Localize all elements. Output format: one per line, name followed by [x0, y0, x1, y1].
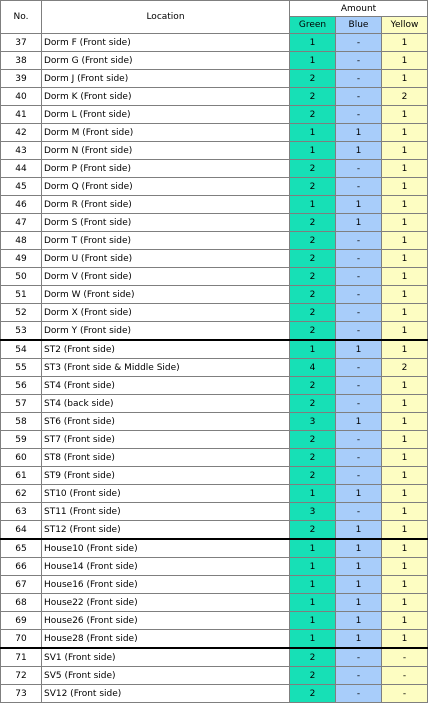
row-green-amount: 1: [290, 34, 336, 52]
table-row: [1, 395, 428, 413]
row-green-amount: 1: [290, 124, 336, 142]
row-number: 52: [1, 304, 42, 322]
row-location: Dorm R (Front side): [42, 196, 290, 214]
table-row: [1, 70, 428, 88]
row-blue-amount: -: [336, 685, 382, 703]
row-number: 69: [1, 612, 42, 630]
table-row: [1, 377, 428, 395]
row-number: 53: [1, 322, 42, 341]
row-blue-amount: -: [336, 503, 382, 521]
row-blue-amount: -: [336, 106, 382, 124]
table-row: [1, 612, 428, 630]
row-green-amount: 2: [290, 685, 336, 703]
row-location: SV12 (Front side): [42, 685, 290, 703]
table-row: [1, 594, 428, 612]
row-number: 56: [1, 377, 42, 395]
table-body: [1, 34, 428, 703]
table-row: [1, 558, 428, 576]
row-number: 59: [1, 431, 42, 449]
row-location: ST12 (Front side): [42, 521, 290, 540]
row-blue-amount: -: [336, 467, 382, 485]
table-row: [1, 142, 428, 160]
row-green-amount: 1: [290, 630, 336, 649]
row-number: 45: [1, 178, 42, 196]
row-yellow-amount: 1: [382, 178, 428, 196]
row-yellow-amount: 1: [382, 106, 428, 124]
table-row: [1, 88, 428, 106]
row-number: 39: [1, 70, 42, 88]
header-blue: Blue: [336, 17, 382, 34]
row-location: Dorm Y (Front side): [42, 322, 290, 341]
row-yellow-amount: 1: [382, 413, 428, 431]
row-yellow-amount: 1: [382, 124, 428, 142]
row-blue-amount: -: [336, 322, 382, 341]
row-number: 54: [1, 340, 42, 359]
row-location: SV1 (Front side): [42, 648, 290, 667]
table-row: [1, 539, 428, 558]
row-green-amount: 2: [290, 648, 336, 667]
table-row: [1, 467, 428, 485]
row-green-amount: 1: [290, 539, 336, 558]
row-green-amount: 2: [290, 377, 336, 395]
row-green-amount: 1: [290, 142, 336, 160]
row-location: House22 (Front side): [42, 594, 290, 612]
row-location: Dorm F (Front side): [42, 34, 290, 52]
table-row: [1, 340, 428, 359]
row-number: 55: [1, 359, 42, 377]
row-location: Dorm G (Front side): [42, 52, 290, 70]
row-number: 61: [1, 467, 42, 485]
row-yellow-amount: 2: [382, 359, 428, 377]
row-blue-amount: -: [336, 160, 382, 178]
row-number: 63: [1, 503, 42, 521]
table-row: [1, 286, 428, 304]
row-green-amount: 1: [290, 612, 336, 630]
row-blue-amount: 1: [336, 539, 382, 558]
row-location: Dorm W (Front side): [42, 286, 290, 304]
row-yellow-amount: -: [382, 648, 428, 667]
table-row: [1, 359, 428, 377]
row-location: ST8 (Front side): [42, 449, 290, 467]
row-green-amount: 1: [290, 340, 336, 359]
table-row: [1, 667, 428, 685]
row-number: 66: [1, 558, 42, 576]
row-number: 44: [1, 160, 42, 178]
row-location: Dorm V (Front side): [42, 268, 290, 286]
header-yellow: Yellow: [382, 17, 428, 34]
row-yellow-amount: 1: [382, 340, 428, 359]
row-number: 62: [1, 485, 42, 503]
row-number: 47: [1, 214, 42, 232]
row-location: House28 (Front side): [42, 630, 290, 649]
table-row: [1, 576, 428, 594]
row-number: 50: [1, 268, 42, 286]
row-green-amount: 1: [290, 485, 336, 503]
row-blue-amount: 1: [336, 196, 382, 214]
table-row: [1, 52, 428, 70]
row-number: 46: [1, 196, 42, 214]
row-green-amount: 1: [290, 576, 336, 594]
row-blue-amount: -: [336, 377, 382, 395]
row-green-amount: 1: [290, 196, 336, 214]
table-row: [1, 250, 428, 268]
row-blue-amount: -: [336, 88, 382, 106]
row-yellow-amount: 1: [382, 142, 428, 160]
table-row: [1, 485, 428, 503]
row-blue-amount: 1: [336, 576, 382, 594]
row-blue-amount: 1: [336, 521, 382, 540]
row-blue-amount: -: [336, 52, 382, 70]
row-yellow-amount: 1: [382, 304, 428, 322]
table-row: [1, 685, 428, 703]
row-yellow-amount: 1: [382, 160, 428, 178]
row-blue-amount: -: [336, 431, 382, 449]
row-green-amount: 3: [290, 413, 336, 431]
row-yellow-amount: 1: [382, 322, 428, 341]
row-number: 57: [1, 395, 42, 413]
row-number: 71: [1, 648, 42, 667]
row-green-amount: 2: [290, 250, 336, 268]
row-yellow-amount: 1: [382, 34, 428, 52]
row-yellow-amount: 1: [382, 70, 428, 88]
row-blue-amount: 1: [336, 340, 382, 359]
row-yellow-amount: 1: [382, 232, 428, 250]
row-green-amount: 2: [290, 178, 336, 196]
row-number: 67: [1, 576, 42, 594]
row-yellow-amount: 1: [382, 521, 428, 540]
table-row: [1, 34, 428, 52]
table-row: [1, 196, 428, 214]
row-blue-amount: -: [336, 304, 382, 322]
table-row: [1, 648, 428, 667]
row-yellow-amount: 1: [382, 467, 428, 485]
row-blue-amount: -: [336, 232, 382, 250]
table-row: [1, 124, 428, 142]
row-blue-amount: -: [336, 667, 382, 685]
row-number: 48: [1, 232, 42, 250]
row-yellow-amount: 1: [382, 268, 428, 286]
header-location: Location: [42, 1, 290, 34]
row-green-amount: 2: [290, 88, 336, 106]
row-location: ST3 (Front side & Middle Side): [42, 359, 290, 377]
table-row: [1, 431, 428, 449]
row-green-amount: 4: [290, 359, 336, 377]
row-green-amount: 2: [290, 395, 336, 413]
row-green-amount: 2: [290, 286, 336, 304]
row-location: Dorm T (Front side): [42, 232, 290, 250]
row-blue-amount: -: [336, 250, 382, 268]
row-location: Dorm U (Front side): [42, 250, 290, 268]
row-green-amount: 1: [290, 594, 336, 612]
table-row: [1, 521, 428, 540]
row-green-amount: 2: [290, 268, 336, 286]
row-yellow-amount: 1: [382, 52, 428, 70]
header-no: No.: [1, 1, 42, 34]
row-number: 68: [1, 594, 42, 612]
row-green-amount: 1: [290, 52, 336, 70]
row-blue-amount: -: [336, 286, 382, 304]
row-green-amount: 2: [290, 449, 336, 467]
row-location: Dorm X (Front side): [42, 304, 290, 322]
row-green-amount: 1: [290, 558, 336, 576]
row-yellow-amount: 1: [382, 485, 428, 503]
row-location: Dorm M (Front side): [42, 124, 290, 142]
row-green-amount: 2: [290, 106, 336, 124]
row-yellow-amount: 1: [382, 576, 428, 594]
table-row: [1, 413, 428, 431]
row-number: 72: [1, 667, 42, 685]
row-location: House26 (Front side): [42, 612, 290, 630]
table-row: [1, 630, 428, 649]
row-location: ST11 (Front side): [42, 503, 290, 521]
row-blue-amount: -: [336, 178, 382, 196]
row-green-amount: 2: [290, 304, 336, 322]
row-location: SV5 (Front side): [42, 667, 290, 685]
row-number: 37: [1, 34, 42, 52]
row-yellow-amount: 1: [382, 250, 428, 268]
row-yellow-amount: 1: [382, 377, 428, 395]
row-green-amount: 3: [290, 503, 336, 521]
row-number: 49: [1, 250, 42, 268]
row-blue-amount: 1: [336, 612, 382, 630]
row-location: House10 (Front side): [42, 539, 290, 558]
row-blue-amount: -: [336, 359, 382, 377]
row-number: 41: [1, 106, 42, 124]
row-yellow-amount: 1: [382, 286, 428, 304]
row-location: ST7 (Front side): [42, 431, 290, 449]
table-row: [1, 232, 428, 250]
row-green-amount: 2: [290, 214, 336, 232]
row-blue-amount: 1: [336, 594, 382, 612]
row-yellow-amount: 1: [382, 630, 428, 649]
row-yellow-amount: 1: [382, 558, 428, 576]
table-row: [1, 214, 428, 232]
table-row: [1, 178, 428, 196]
row-yellow-amount: 1: [382, 539, 428, 558]
row-location: House16 (Front side): [42, 576, 290, 594]
row-blue-amount: 1: [336, 214, 382, 232]
row-yellow-amount: 1: [382, 214, 428, 232]
row-yellow-amount: 1: [382, 196, 428, 214]
table-row: [1, 268, 428, 286]
row-location: Dorm S (Front side): [42, 214, 290, 232]
row-number: 60: [1, 449, 42, 467]
row-blue-amount: 1: [336, 413, 382, 431]
table-row: [1, 503, 428, 521]
row-blue-amount: 1: [336, 485, 382, 503]
row-number: 42: [1, 124, 42, 142]
row-location: ST6 (Front side): [42, 413, 290, 431]
row-blue-amount: 1: [336, 630, 382, 649]
row-location: Dorm N (Front side): [42, 142, 290, 160]
row-location: Dorm P (Front side): [42, 160, 290, 178]
row-blue-amount: -: [336, 648, 382, 667]
row-number: 58: [1, 413, 42, 431]
row-number: 70: [1, 630, 42, 649]
header-amount: Amount: [290, 1, 428, 17]
row-yellow-amount: -: [382, 685, 428, 703]
row-number: 65: [1, 539, 42, 558]
row-location: Dorm K (Front side): [42, 88, 290, 106]
table-row: [1, 304, 428, 322]
row-blue-amount: 1: [336, 142, 382, 160]
row-location: ST2 (Front side): [42, 340, 290, 359]
row-number: 51: [1, 286, 42, 304]
row-number: 73: [1, 685, 42, 703]
row-number: 38: [1, 52, 42, 70]
row-location: Dorm Q (Front side): [42, 178, 290, 196]
row-green-amount: 2: [290, 467, 336, 485]
row-yellow-amount: -: [382, 667, 428, 685]
row-number: 43: [1, 142, 42, 160]
row-blue-amount: -: [336, 395, 382, 413]
row-green-amount: 2: [290, 232, 336, 250]
row-blue-amount: -: [336, 70, 382, 88]
table-row: [1, 106, 428, 124]
row-green-amount: 2: [290, 521, 336, 540]
row-blue-amount: -: [336, 268, 382, 286]
row-location: ST9 (Front side): [42, 467, 290, 485]
row-yellow-amount: 1: [382, 449, 428, 467]
row-blue-amount: -: [336, 449, 382, 467]
row-green-amount: 2: [290, 160, 336, 178]
row-green-amount: 2: [290, 322, 336, 341]
table-row: [1, 160, 428, 178]
row-location: ST4 (back side): [42, 395, 290, 413]
row-yellow-amount: 1: [382, 594, 428, 612]
row-blue-amount: -: [336, 34, 382, 52]
table-row: [1, 322, 428, 341]
row-yellow-amount: 2: [382, 88, 428, 106]
row-blue-amount: 1: [336, 124, 382, 142]
row-yellow-amount: 1: [382, 503, 428, 521]
row-location: Dorm J (Front side): [42, 70, 290, 88]
row-green-amount: 2: [290, 667, 336, 685]
row-blue-amount: 1: [336, 558, 382, 576]
row-number: 40: [1, 88, 42, 106]
row-number: 64: [1, 521, 42, 540]
row-yellow-amount: 1: [382, 395, 428, 413]
row-location: Dorm L (Front side): [42, 106, 290, 124]
row-yellow-amount: 1: [382, 612, 428, 630]
row-green-amount: 2: [290, 431, 336, 449]
row-green-amount: 2: [290, 70, 336, 88]
header-green: Green: [290, 17, 336, 34]
row-location: ST10 (Front side): [42, 485, 290, 503]
row-yellow-amount: 1: [382, 431, 428, 449]
row-location: House14 (Front side): [42, 558, 290, 576]
table-row: [1, 449, 428, 467]
row-location: ST4 (Front side): [42, 377, 290, 395]
